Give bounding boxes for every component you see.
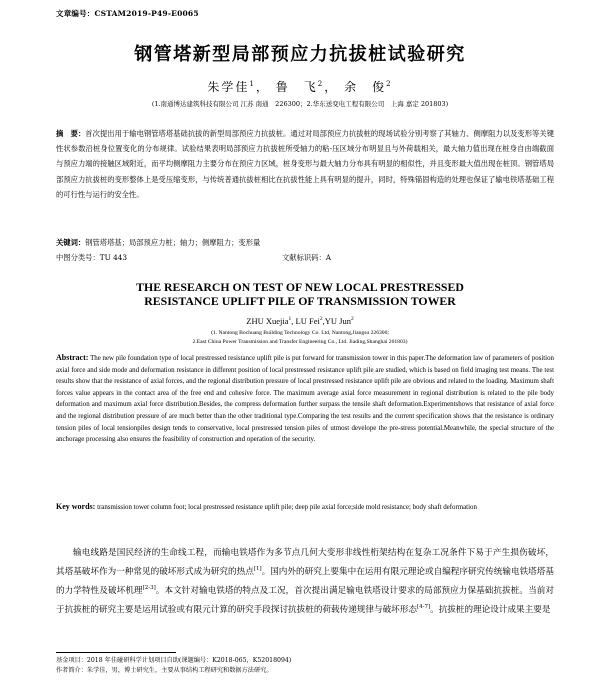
clc-number: 中图分类号：TU 443 — [56, 253, 128, 262]
english-title: THE RESEARCH ON TEST OF NEW LOCAL PRESTRESSED RESISTANCE UPLIFT PILE OF TRANSMISSION TOWER — [136, 280, 464, 308]
english-authors: ZHU Xuejia$^1$, LU Fei$^2$,YU Jun$^2$ — [246, 316, 354, 326]
chinese-abstract — [56, 126, 554, 202]
body-paragraph: 输电线路是国民经济的生命线工程，而输电铁塔作为多节点几何大变形非线性桁架结构在复杂工况条件下易于产生损伤破坏，其塔基破坏作为一种常见的破坏形式成为研究的热点[1]。国内外的研究上要集中在运用有限元理论或自编程序研究传统输电铁塔塔基的力学特性及破坏机理[2-3]。本文针对输电铁塔的特点及工况，首次提出满足输电铁塔设计要求的局部预应力保基础抗拔桩。当前对于抗拔桩的研究主要是运用试验或有限元计算的研究手段探讨抗拔桩的荷载传递规律与破坏形态[4-7]。抗拔桩的理论设计成果主要是 — [56, 548, 554, 616]
author-bio-note: 作者简介：朱学佳，男，博士研究生，主要从事结构工程研究和数据方法研究。 — [56, 667, 273, 674]
author-1: 朱学佳 — [207, 80, 250, 94]
document-number: 文章编号：CSTAM2019-P49-E0065 — [56, 9, 199, 18]
chinese-affiliation: (1.南通博达建筑科技有限公司 江苏 南通 226300；2.华东送变电工程有限公司 上海 嘉定 201803) — [151, 100, 449, 108]
chinese-authors: 朱学佳$^1$， 鲁 飞$^2$， 余 俊$^2$ — [207, 80, 393, 94]
footnote-divider — [56, 652, 176, 653]
document-code: 文献标识码：A — [282, 253, 332, 262]
classification-line — [56, 253, 554, 263]
english-keywords: Key words: transmission tower column foot; local prestressed resistance uplift pile; deep pile axial force;side mold resistance; body shaft deformation — [56, 502, 477, 511]
english-affiliation: (1. Nantong Bochuang Building Technology Co. Ltd, Nantong,Jiangsu 226300; 2.East China Power Transmission and Transfer Engineering Co., Ltd. Jiading,Shanghai 201803) — [192, 330, 408, 345]
author-2: 鲁 飞 — [275, 80, 318, 94]
author-3: 余 俊 — [344, 80, 387, 94]
abstract-text: 首次提出用于输电钢管塔塔基础抗拔的新型局部预应力抗拔桩。通过对局部预应力抗拔桩的现场试验分别考察了其轴力、侧摩阻力以及变形等关键性状参数沿桩身位置变化的分布规律。试验结果表明局部预应力抗拔桩所受轴力的粘-压区域分布明显且与外荷载相关，最大轴力值出现在桩身自由端截面与预应力端的接触区域附近，而平均侧摩阻力主要分布在预应力区域，桩身变形与最大轴力分布具有明显的相似性，并且变形最大值出现在桩顶。钢管塔局部预应力抗拔桩的变形整体上是受压缩变形，与传统普通抗拔桩相比在抗拔性能上具有明显的提升，同时，特殊锚固构造的处理也保证了输电铁塔基础工程的可行性与运行的安全性。 — [56, 129, 554, 199]
abstract-label: 摘 要： — [56, 129, 86, 138]
funding-note: 基金项目：2018 年佳碰研科学计划项目自助(课题编号：K2018-065，K52018094) — [56, 657, 292, 664]
chinese-keywords: 关键词：钢管塔塔基；局部预应力桩；轴力；侧摩阻力；变形量 — [56, 238, 261, 247]
english-abstract: Abstract: The new pile foundation type of local prestressed resistance uplift pile is put forward for transmission tower in this paper.The deformation law of parameters of position axial force and side mode and deformation resistance in different position of local prestressed resistance uplift pile are studied, which is based on field imaging test means. The test results show that the resistance of axial forces, and the regional distribution pressure of local prestressed resistance uplift pile are obvious and related to the loading. Maximum shaft forces value appears in the contact area of the free end and cohesive force. The maximum average axial force measurement in regional distribution is related to the pile body deformation and maximum axial force distribution.Besides, the compress deformation further surpass the tensile shaft deformation.Experimentshows that resistance of axial force and the regional distribution pressure of are much better than the other traditional type.Comparing the test results and the current specification shows that the resistance is ordinary tension piles of local tensionpiles design tends to conservative, local prestressed tension piles of utmost develope the pre-stress potential.Meanwhile, the special structure of the anchorage processing also ensures the feasibility of construction and operation of the security. — [56, 353, 554, 444]
chinese-title: 钢管塔新型局部预应力抗拔桩试验研究 — [134, 44, 466, 65]
footnote — [56, 656, 554, 676]
